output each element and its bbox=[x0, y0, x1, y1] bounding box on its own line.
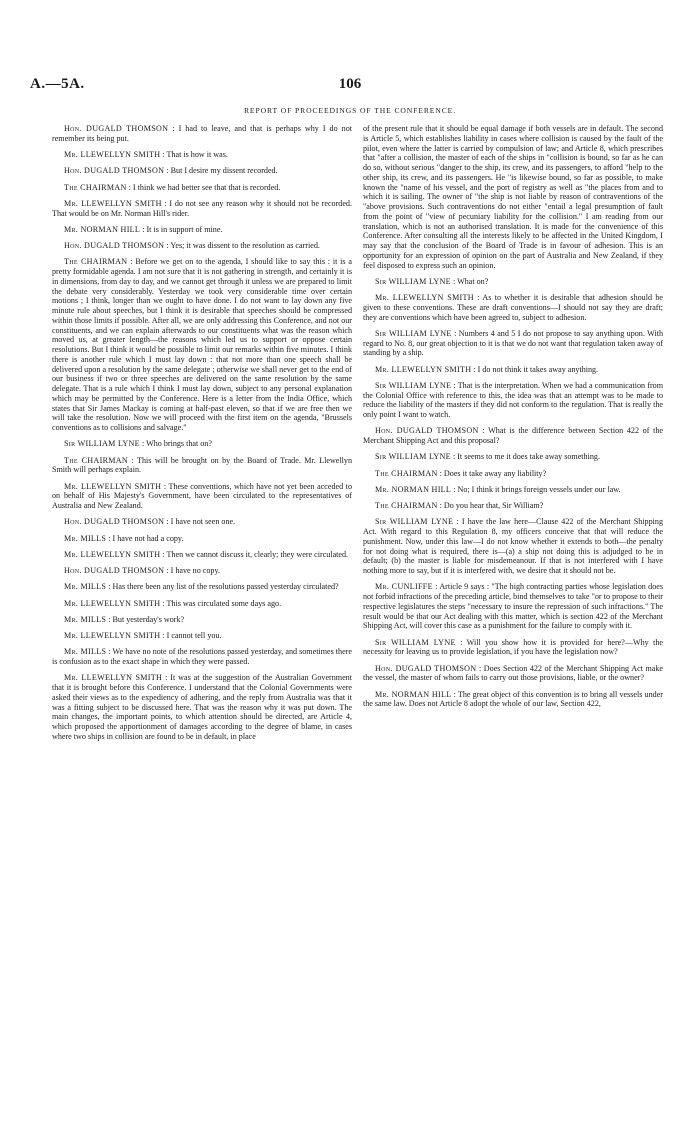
speaker-name: The CHAIRMAN bbox=[375, 468, 438, 478]
speaker-name: Mr. CUNLIFFE bbox=[375, 582, 433, 592]
speaker-name: Hon. DUGALD THOMSON bbox=[64, 241, 165, 250]
speech-paragraph bbox=[52, 124, 352, 144]
speech-text: : I have the law here—Clause 422 of the Merchant Shipping Act. With regard to this Regulation 8, my officers conceive that that will reduce the punishment. Now, under this law—I do not know whether it extends to both—the penalty for not doing what is required, there is—(a) a ship not doing this is adjudged to be in default; (b) the master is liable for misdemeanour. If that is not interfered with I have nothing more to say, but if it is interfered with, we desire that it should not be. bbox=[363, 517, 663, 575]
speech-paragraph bbox=[52, 534, 352, 544]
running-title: REPORT OF PROCEEDINGS OF THE CONFERENCE. bbox=[243, 106, 457, 115]
speaker-name: Hon. DUGALD THOMSON bbox=[375, 663, 477, 673]
speech-paragraph bbox=[52, 439, 352, 449]
speech-paragraph bbox=[363, 365, 663, 375]
speech-text: : The great object of this convention is to bring all vessels under the same law. Does not Article 8 adopt the whole of our law, Section 422, bbox=[363, 689, 663, 709]
speech-paragraph bbox=[363, 124, 663, 270]
speech-text: : I have no copy. bbox=[164, 566, 220, 575]
speech-text: : This will be brought on by the Board of Trade. Mr. Llewellyn Smith will perhaps explain. bbox=[52, 455, 352, 475]
speaker-name: Mr. MILLS bbox=[64, 614, 107, 624]
speech-text: : Before we get on to the agenda, I should like to say this : it is a pretty formidable agenda. I am not sure that it is not gathering in strength, and certainly it is in dimensions, from day to day, and we cannot get through it unless we are prepared to limit the debate very considerably. Yesterday we took very considerable time over certain motions ; I think, longer than we ought to have done. I do not want to lay down any five minute rule about speeches, but I think it is desirable that speeches should be compressed within those limits if possible. After all, we are only addressing this Conference, and not our constituents, and we can explain afterwards to our constituents what was the reason which moved us, at greater length—the reasons which led us to support or oppose certain resolutions. But I think it would be possible to limit our remarks within five minutes. I think there is another rule which I must lay down : that not more than one speech shall be delivered upon a resolution by the same delegate ; otherwise we shall never get to the end of our business if two or three speeches are delivered on the same resolution by the same delegate. That is a rule which I think I must lay down, subject to any personal explanation which may be permitted by the Conference. Here is a letter from the India Office, which states that Sir James Mackay is coming at half-past eleven, so that if we are free then we will take the resolution. Now we will proceed with the first item on the agenda, "Brussels conventions as to collisions and salvage." bbox=[52, 257, 352, 432]
speaker-name: Sir WILLIAM LYNE bbox=[64, 439, 140, 449]
speech-text: : I do not think it takes away anything. bbox=[471, 364, 599, 374]
speech-text: of the present rule that it should be equal damage if both vessels are in default. The second is Article 5, which establishes liability in cases where collision is caused by the fault of the pilot, even where the latter is carried by compulsion of law; and Article 8, which prescribes that "after a collision, the master of each of the ships in "collision is bound, so far as he can do so, without serious "danger to the ship, its crew, and its passengers, to afford "help to the other ship, its crew, and its passengers. He "is likewise bound, so far as possible, to make known the "name of his vessel, and the port of registry as well as "the places from and to which it is sailing. The owner of "the ship is not liable by reason of contraventions of the "above provisions. Such contraventions do not either "entail a legal presumption of fault from the point of "view of pecuniary liability for the collision." I am reading from our translation, which is not an authorised translation. It is made for the convenience of this Conference. After consulting all the interests likely to be affected in the United Kingdom, I may say that the conclusion of the Board of Trade is in favour of adhesion. This is an opportunity for an expression of opinion on the part of Australia and New Zealand, if they feel disposed to express such an opinion. bbox=[363, 124, 663, 270]
speaker-name: Hon. DUGALD THOMSON bbox=[64, 517, 165, 527]
speaker-name: Mr. LLEWELLYN SMITH bbox=[64, 598, 161, 608]
speech-paragraph bbox=[52, 647, 352, 667]
speech-text: : Will you show how it is provided for here?—Why the necessity for leaving us to provide legislation, if you have the legislation now? bbox=[363, 637, 663, 657]
speech-text: : It seems to me it does take away something. bbox=[450, 452, 600, 462]
speaker-name: Hon. DUGALD THOMSON bbox=[64, 566, 165, 575]
speech-paragraph bbox=[52, 225, 352, 235]
speech-text: : We have no note of the resolutions passed yesterday, and sometimes there is confusion as to the exact shape in which they were passed. bbox=[52, 647, 352, 666]
speech-text: : I do not see any reason why it should not be recorded. That would be on Mr. Norman Hill's rider. bbox=[52, 198, 352, 218]
speech-paragraph bbox=[52, 582, 352, 592]
speech-text: : I have not seen one. bbox=[164, 517, 236, 527]
speech-paragraph bbox=[52, 615, 352, 625]
speech-paragraph bbox=[363, 277, 663, 287]
speaker-name: Mr. MILLS bbox=[64, 533, 107, 543]
speech-paragraph bbox=[52, 566, 352, 576]
speaker-name: Mr. NORMAN HILL bbox=[375, 484, 452, 494]
speaker-name: Mr. LLEWELLYN SMITH bbox=[375, 293, 474, 302]
speech-text: : As to whether it is desirable that adhesion should be given to these conventions. These are draft conventions—I should not say they are draft; they are conventions which have been agreed to, subject to adhesion. bbox=[363, 293, 663, 322]
speaker-name: Mr. LLEWELLYN SMITH bbox=[64, 631, 161, 640]
speech-text: : But yesterday's work? bbox=[106, 614, 185, 624]
speaker-name: The CHAIRMAN bbox=[64, 455, 129, 465]
speech-text: : I have not had a copy. bbox=[106, 533, 184, 543]
speaker-name: Sir WILLIAM LYNE bbox=[375, 380, 452, 390]
speaker-name: Mr. NORMAN HILL bbox=[375, 689, 452, 699]
speech-text: : That is how it was. bbox=[160, 150, 228, 159]
speech-text: : No; I think it brings foreign vessels under our law. bbox=[451, 484, 621, 494]
speaker-name: Hon. DUGALD THOMSON bbox=[64, 124, 169, 133]
speech-paragraph bbox=[52, 550, 352, 560]
speaker-name: Mr. LLEWELLYN SMITH bbox=[64, 549, 161, 559]
speech-text: : Does it take away any liability? bbox=[437, 468, 547, 478]
speaker-name: The CHAIRMAN bbox=[64, 182, 127, 192]
speech-paragraph bbox=[52, 482, 352, 511]
speaker-name: Sir WILLIAM LYNE bbox=[375, 276, 451, 286]
speech-paragraph bbox=[363, 426, 663, 446]
speaker-name: Sir WILLIAM LYNE bbox=[375, 637, 456, 647]
speech-text: : I think we had better see that that is recorded. bbox=[126, 182, 281, 192]
page-number: 106 bbox=[338, 76, 362, 92]
speech-paragraph bbox=[52, 241, 352, 251]
speech-text: : These conventions, which have not yet been acceded to on behalf of His Majesty's Government, have been circulated to the representatives of Australia and New Zealand. bbox=[52, 481, 352, 510]
speech-paragraph bbox=[52, 599, 352, 609]
speech-text: : That is the interpretation. When we had a communication from the Colonial Office with reference to this, the idea was that an attempt was to be made to reduce the liability of the masters if they did not conform to the regulation. That is really the only point I want to watch. bbox=[363, 380, 663, 419]
speaker-name: Mr. LLEWELLYN SMITH bbox=[64, 481, 162, 491]
speech-text: : Do you hear that, Sir William? bbox=[437, 501, 544, 510]
page-reference: A.—5A. bbox=[30, 76, 85, 92]
speaker-name: Sir WILLIAM LYNE bbox=[375, 452, 451, 462]
speaker-name: Mr. LLEWELLYN SMITH bbox=[64, 198, 162, 208]
speaker-name: Mr. MILLS bbox=[64, 582, 107, 592]
speech-paragraph bbox=[363, 664, 663, 684]
speech-text: : What is the difference between Section 422 of the Merchant Shipping Act and this proposal? bbox=[363, 426, 663, 445]
speech-paragraph bbox=[52, 456, 352, 476]
speech-paragraph bbox=[363, 381, 663, 420]
speech-text: : Does Section 422 of the Merchant Shipping Act make the vessel, the master of whom fails to carry out those provisions, liable, or the owner? bbox=[363, 663, 664, 683]
speaker-name: Sir WILLIAM LYNE bbox=[375, 328, 452, 338]
speaker-name: Sir WILLIAM LYNE bbox=[375, 517, 454, 527]
speaker-name: Mr. NORMAN HILL bbox=[64, 224, 141, 234]
speech-paragraph bbox=[363, 517, 663, 576]
speech-paragraph bbox=[363, 501, 663, 511]
speech-text: : Has there been any list of the resolutions passed yesterday circulated? bbox=[106, 582, 339, 592]
speech-text: : Yes; it was dissent to the resolution as carried. bbox=[164, 241, 320, 250]
speaker-name: Mr. LLEWELLYN SMITH bbox=[64, 673, 163, 683]
speech-paragraph bbox=[363, 638, 663, 658]
speech-text: : It is in support of mine. bbox=[140, 224, 223, 234]
speech-paragraph bbox=[52, 183, 352, 193]
speech-paragraph bbox=[363, 582, 663, 631]
speaker-name: Mr. LLEWELLYN SMITH bbox=[64, 150, 161, 159]
speech-paragraph bbox=[52, 631, 352, 641]
speech-paragraph bbox=[52, 673, 352, 741]
page-header bbox=[30, 76, 670, 98]
speech-paragraph bbox=[52, 517, 352, 527]
speech-paragraph bbox=[52, 166, 352, 176]
speech-text: : Then we cannot discuss it, clearly; they were circulated. bbox=[160, 549, 349, 559]
speech-text: : Numbers 4 and 5 I do not propose to say anything upon. With regard to No. 8, our great objection to it is that we do not want that regulation taken away of standing by a ship. bbox=[363, 328, 663, 358]
speech-text: : What on? bbox=[450, 276, 489, 286]
speech-paragraph bbox=[363, 469, 663, 479]
right-column bbox=[363, 124, 663, 716]
speech-paragraph bbox=[52, 257, 352, 433]
speech-paragraph bbox=[363, 452, 663, 462]
speaker-name: The CHAIRMAN bbox=[375, 501, 438, 510]
speaker-name: Mr. LLEWELLYN SMITH bbox=[375, 364, 472, 374]
speech-paragraph bbox=[363, 329, 663, 358]
speech-text: : But I desire my dissent recorded. bbox=[164, 166, 278, 176]
speech-paragraph bbox=[363, 485, 663, 495]
speech-text: : Who brings that on? bbox=[139, 439, 212, 449]
speaker-name: Hon. DUGALD THOMSON bbox=[64, 166, 165, 176]
speaker-name: Mr. MILLS bbox=[64, 647, 107, 657]
speech-paragraph bbox=[52, 150, 352, 160]
speaker-name: The CHAIRMAN bbox=[64, 257, 128, 267]
speaker-name: Hon. DUGALD THOMSON bbox=[375, 426, 479, 436]
left-column bbox=[52, 124, 352, 748]
speech-paragraph bbox=[363, 293, 663, 322]
speech-text: : Article 9 says : "The high contracting parties whose legislation does not forbid infractions of the preceding article, bind themselves to take "or to propose to their respective legislatures the steps "necessary to insure the repression of such infractions." The result would be that our Act dealing with this matter, which is section 422 of the Merchant Shipping Act, will cover this case as a punishment for the failure to comply with it. bbox=[363, 582, 663, 631]
speech-text: : I had to leave, and that is perhaps why I do not remember its being put. bbox=[52, 124, 352, 143]
speech-text: : It was at the suggestion of the Australian Government that it is brought before this Conference. I understand that the Colonial Governments were asked their views as to the expediency of adhering, and the reply from Australia was that it was a fitting subject to be discussed here. That was the reason why it was put down. The main changes, the important points, to which attention should be directed, are Article 4, which proposed the apportionment of damages according to the degree of blame, in cases where two ships in collision are found to be in default, in place bbox=[52, 673, 352, 741]
speech-paragraph bbox=[52, 199, 352, 219]
speech-text: : I cannot tell you. bbox=[160, 631, 222, 640]
speech-text: : This was circulated some days ago. bbox=[160, 598, 282, 608]
speech-paragraph bbox=[363, 690, 663, 710]
